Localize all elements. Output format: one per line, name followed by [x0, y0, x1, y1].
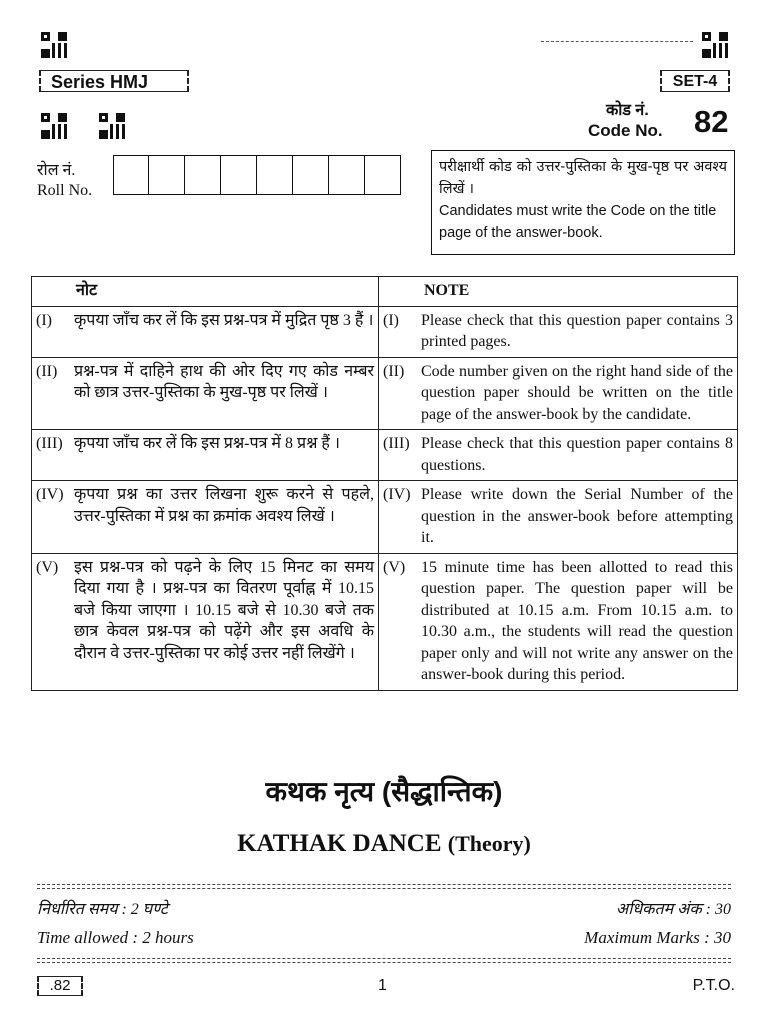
series-label: Series HMJ — [39, 70, 189, 92]
qr-code — [702, 32, 728, 58]
table-row — [32, 481, 738, 554]
notice-english: Candidates must write the Code on the title page of the answer-book. — [439, 203, 717, 241]
roll-box[interactable] — [365, 155, 401, 195]
code-number: 82 — [694, 104, 729, 139]
roll-box[interactable] — [293, 155, 329, 195]
roll-box[interactable] — [221, 155, 257, 195]
note-text: Please check that this question paper contains 8 questions. — [417, 430, 738, 481]
subject-title — [0, 830, 768, 858]
code-label-hindi: कोड नं. — [606, 102, 649, 119]
code-label: Code No. — [588, 121, 663, 140]
note-number: (IV) — [379, 481, 418, 554]
table-row — [32, 357, 738, 430]
notes-table — [31, 276, 738, 691]
divider — [37, 958, 731, 959]
table-row — [32, 306, 738, 357]
time-allowed-hindi: निर्धारित समय : 2 घण्टे — [37, 901, 168, 918]
roll-label-hindi: रोल नं. — [37, 162, 76, 179]
notes-header-row — [32, 277, 738, 307]
subject-title-main: KATHAK DANCE — [237, 830, 442, 857]
roll-box[interactable] — [113, 155, 149, 195]
set-label: SET-4 — [660, 70, 730, 92]
note-text-hindi: कृपया प्रश्न का उत्तर लिखना शुरू करने से पहले, उत्तर-पुस्तिका में प्रश्न का क्रमांक अवश्य लिखें । — [70, 481, 379, 554]
note-text: Code number given on the right hand side of the question paper should be written on the title page of the answer-book by the candidate. — [417, 357, 738, 430]
divider — [37, 888, 731, 889]
pto-label: P.T.O. — [692, 977, 735, 994]
note-text: Please check that this question paper contains 3 printed pages. — [417, 306, 738, 357]
roll-box[interactable] — [149, 155, 185, 195]
notes-heading-hindi: नोट — [32, 277, 379, 307]
notes-heading: NOTE — [379, 277, 738, 307]
note-number: (IV) — [32, 481, 71, 554]
note-text-hindi: प्रश्न-पत्र में दाहिने हाथ की ओर दिए गए कोड नम्बर को छात्र उत्तर-पुस्तिका के मुख-पृष्ठ पर लिखें । — [70, 357, 379, 430]
note-number: (III) — [379, 430, 418, 481]
note-number: (I) — [379, 306, 418, 357]
candidate-notice — [431, 150, 735, 255]
subject-title-hindi: कथक नृत्य (सैद्धान्तिक) — [265, 776, 503, 807]
qr-code — [41, 113, 67, 139]
note-text-hindi: इस प्रश्न-पत्र को पढ़ने के लिए 15 मिनट का समय दिया गया है । प्रश्न-पत्र का वितरण पूर्वाह्न में 10.15 बजे किया जाएगा । 10.15 बजे से 10.30 बजे तक छात्र केवल प्रश्न-पत्र को पढ़ेंगे और इस अवधि के दौरान वे उत्तर-पुस्तिका पर कोई उत्तर नहीं लिखेंगे । — [70, 553, 379, 690]
note-text: 15 minute time has been allotted to read this question paper. The question paper will be distributed at 10.15 a.m. From 10.15 a.m. to 10.30 a.m., the students will read the question paper only and will not write any answer on the answer-book during this period. — [417, 553, 738, 690]
note-number: (II) — [379, 357, 418, 430]
note-text-hindi: कृपया जाँच कर लें कि इस प्रश्न-पत्र में 8 प्रश्न हैं । — [70, 430, 379, 481]
roll-box[interactable] — [185, 155, 221, 195]
dashed-line — [541, 41, 693, 42]
note-number: (V) — [32, 553, 71, 690]
max-marks-hindi: अधिकतम अंक : 30 — [615, 901, 731, 918]
max-marks: Maximum Marks : 30 — [584, 928, 731, 947]
qr-code — [99, 113, 125, 139]
note-number: (III) — [32, 430, 71, 481]
notice-hindi: परीक्षार्थी कोड को उत्तर-पुस्तिका के मुख-पृष्ठ पर अवश्य लिखें । — [439, 159, 727, 197]
page-number: 1 — [378, 977, 387, 994]
qr-code — [41, 32, 67, 58]
table-row — [32, 553, 738, 690]
divider — [37, 962, 731, 963]
footer-code: .82 — [37, 976, 83, 996]
table-row — [32, 430, 738, 481]
time-allowed: Time allowed : 2 hours — [37, 928, 194, 947]
subject-title-sub: (Theory) — [447, 831, 531, 856]
note-text: Please write down the Serial Number of the question in the answer-book before attempting it. — [417, 481, 738, 554]
roll-label: Roll No. — [37, 182, 93, 199]
note-text-hindi: कृपया जाँच कर लें कि इस प्रश्न-पत्र में मुद्रित पृष्ठ 3 हैं । — [70, 306, 379, 357]
note-number: (II) — [32, 357, 71, 430]
roll-box[interactable] — [329, 155, 365, 195]
roll-box[interactable] — [257, 155, 293, 195]
divider — [37, 884, 731, 885]
note-number: (I) — [32, 306, 71, 357]
note-number: (V) — [379, 553, 418, 690]
roll-number-boxes[interactable] — [113, 155, 401, 195]
